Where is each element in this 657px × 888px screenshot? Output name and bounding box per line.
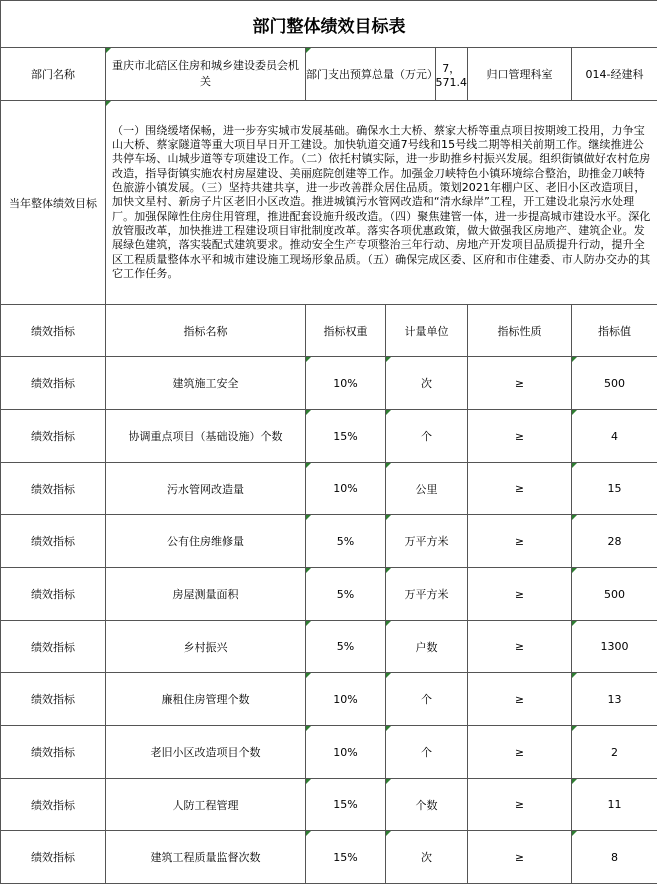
indicator-name: 人防工程管理 <box>106 779 306 831</box>
indicator-weight: 15% <box>306 779 386 831</box>
table-row <box>1 515 657 568</box>
indicator-unit: 个 <box>386 673 468 726</box>
indicator-name: 建筑工程质量监督次数 <box>106 831 306 884</box>
office-value: 014-经建科 <box>572 48 657 101</box>
indicator-weight: 5% <box>306 515 386 568</box>
indicator-value: 4 <box>572 410 657 463</box>
indicator-name: 老旧小区改造项目个数 <box>106 726 306 779</box>
indicator-type: 绩效指标 <box>1 621 106 673</box>
indicator-nature: ≥ <box>468 621 572 673</box>
goal-text: （一）围绕缓堵保畅，进一步夯实城市发展基础。确保水土大桥、蔡家大桥等重点项目按期竣工投用，力争宝山大桥、蔡家隧道等重大项目早日开工建设。加快轨道交通7号线和15号线二期等相关前期工作。继续推进公共停车场、山城步道等专项建设工作。（二）依托村镇实际，进一步助推乡村振兴发展。组织街镇做好农村危房改造，指导街镇实施农村房屋建设、美丽庭院创建等工作。加强金刀峡特色小镇环境综合整治，助推金刀峡特色旅游小镇发展。（三）坚持共建共享，进一步改善群众居住品质。策划2021年棚户区、老旧小区改造项目，加快文星村、新房子片区老旧小区改造。推进城镇污水管网改造和“清水绿岸”工程，开工建设北泉污水处理厂。加强保障性住房住用管理，推进配套设施升级改造。（四）聚焦建管一体，进一步提高城市建设水平。深化放管服改革，加快推进工程建设项目审批制度改革。落实各项优惠政策，做大做强我区房地产、建筑企业。发展绿色建筑，落实装配式建筑要求。推动安全生产专项整治三年行动、房地产开发项目品质提升行动，提升全区工程质量整体水平和城市建设施工现场形象品质。（五）确保完成区委、区府和市住建委、市人防办交办的其它工作任务。 <box>106 101 657 305</box>
indicator-name: 廉租住房管理个数 <box>106 673 306 726</box>
table-row <box>1 726 657 779</box>
indicator-nature: ≥ <box>468 831 572 884</box>
indicator-name: 建筑施工安全 <box>106 357 306 410</box>
indicator-type: 绩效指标 <box>1 568 106 621</box>
table-row <box>1 463 657 515</box>
indicator-type: 绩效指标 <box>1 673 106 726</box>
indicator-weight: 10% <box>306 463 386 515</box>
dept-label: 部门名称 <box>1 48 106 101</box>
indicator-name: 污水管网改造量 <box>106 463 306 515</box>
col-header-weight: 指标权重 <box>306 305 386 357</box>
table-row <box>1 357 657 410</box>
table-row <box>1 831 657 884</box>
column-header-row <box>1 305 657 357</box>
indicator-unit: 万平方米 <box>386 515 468 568</box>
indicator-unit: 个数 <box>386 779 468 831</box>
indicator-nature: ≥ <box>468 568 572 621</box>
table-row <box>1 568 657 621</box>
indicator-unit: 次 <box>386 831 468 884</box>
indicator-name: 乡村振兴 <box>106 621 306 673</box>
indicator-weight: 5% <box>306 568 386 621</box>
indicator-value: 1300 <box>572 621 657 673</box>
indicator-type: 绩效指标 <box>1 357 106 410</box>
indicator-nature: ≥ <box>468 673 572 726</box>
indicator-value: 11 <box>572 779 657 831</box>
indicator-unit: 公里 <box>386 463 468 515</box>
col-header-name: 指标名称 <box>106 305 306 357</box>
indicator-type: 绩效指标 <box>1 515 106 568</box>
indicator-weight: 15% <box>306 410 386 463</box>
indicator-type: 绩效指标 <box>1 831 106 884</box>
indicator-value: 500 <box>572 568 657 621</box>
budget-label: 部门支出预算总量（万元） <box>306 48 436 100</box>
indicator-unit: 次 <box>386 357 468 410</box>
col-header-nature: 指标性质 <box>468 305 572 357</box>
indicator-nature: ≥ <box>468 357 572 410</box>
dept-name: 重庆市北碚区住房和城乡建设委员会机关 <box>106 48 306 101</box>
goal-label: 当年整体绩效目标 <box>1 101 106 305</box>
col-header-type: 绩效指标 <box>1 305 106 357</box>
indicator-value: 28 <box>572 515 657 568</box>
indicator-type: 绩效指标 <box>1 726 106 779</box>
indicator-name: 公有住房维修量 <box>106 515 306 568</box>
indicator-weight: 15% <box>306 831 386 884</box>
indicator-weight: 10% <box>306 726 386 779</box>
indicator-type: 绩效指标 <box>1 779 106 831</box>
indicator-value: 8 <box>572 831 657 884</box>
indicator-weight: 10% <box>306 673 386 726</box>
table-row <box>1 410 657 463</box>
header-row <box>1 48 657 101</box>
indicator-weight: 5% <box>306 621 386 673</box>
table-row <box>1 621 657 673</box>
indicator-value: 13 <box>572 673 657 726</box>
indicator-nature: ≥ <box>468 410 572 463</box>
indicator-weight: 10% <box>306 357 386 410</box>
indicator-unit: 个 <box>386 726 468 779</box>
indicator-type: 绩效指标 <box>1 463 106 515</box>
col-header-value: 指标值 <box>572 305 657 357</box>
indicator-value: 500 <box>572 357 657 410</box>
page-title: 部门整体绩效目标表 <box>1 1 657 48</box>
indicator-nature: ≥ <box>468 779 572 831</box>
col-header-unit: 计量单位 <box>386 305 468 357</box>
indicator-nature: ≥ <box>468 515 572 568</box>
indicator-name: 协调重点项目（基础设施）个数 <box>106 410 306 463</box>
indicator-name: 房屋测量面积 <box>106 568 306 621</box>
table-row <box>1 779 657 831</box>
table-row <box>1 673 657 726</box>
budget-cell <box>306 48 468 101</box>
goal-row <box>1 101 657 305</box>
indicator-unit: 个 <box>386 410 468 463</box>
indicator-value: 2 <box>572 726 657 779</box>
indicator-nature: ≥ <box>468 463 572 515</box>
budget-value: 7，571.4 <box>435 61 467 89</box>
indicator-type: 绩效指标 <box>1 410 106 463</box>
indicator-unit: 户数 <box>386 621 468 673</box>
indicator-nature: ≥ <box>468 726 572 779</box>
office-label: 归口管理科室 <box>468 48 572 101</box>
indicator-unit: 万平方米 <box>386 568 468 621</box>
indicator-value: 15 <box>572 463 657 515</box>
